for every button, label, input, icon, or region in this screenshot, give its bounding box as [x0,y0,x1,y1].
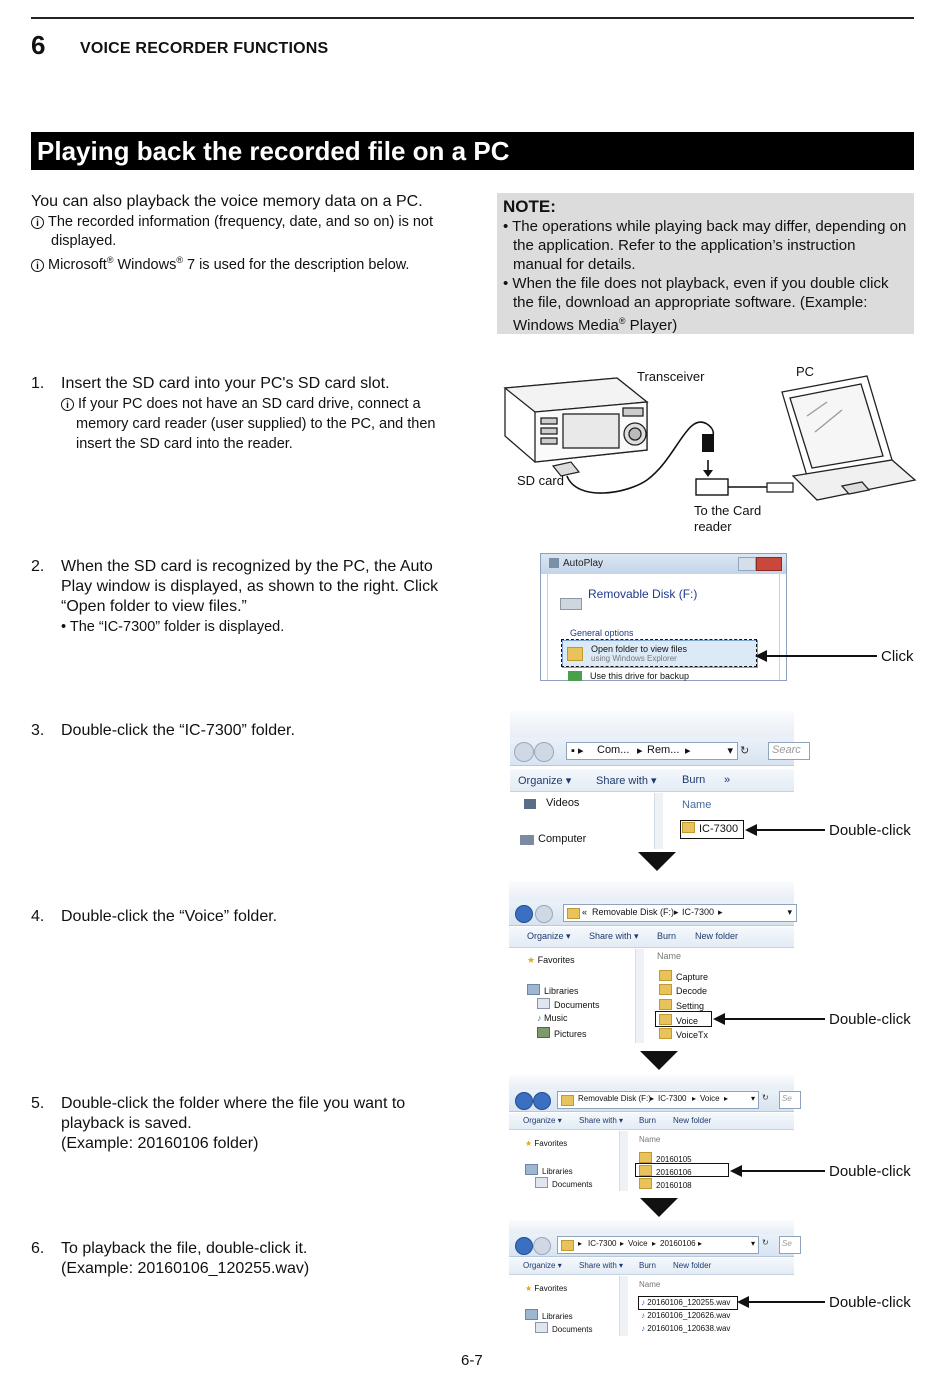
disk-icon [560,598,582,610]
chevron-down-icon[interactable]: ▾ [727,745,733,757]
new-folder-button[interactable]: New folder [673,1116,712,1125]
path-segment[interactable]: IC-7300 [588,1239,617,1248]
note-item-2-pre: • When the file does not playback, even if you double click the file, download an appropriate software. (Example: Windows Media [503,275,889,334]
search-placeholder: Searc [772,744,801,756]
star-icon: ★ [525,1139,533,1148]
registered-mark: ® [176,255,183,265]
organize-label: Organize [527,931,564,941]
section-banner: Playing back the recorded file on a PC [31,132,914,170]
note-item-1: • The operations while playing back may differ, depending on the application. Refer to the application’s instruction manual for details. [503,218,907,273]
step-sub-text: If your PC does not have an SD card drive, connect a memory card reader (user supplied) to the PC, and then insert the SD card into the reader. [76,396,436,452]
organize-label: Organize [523,1116,556,1125]
nav-item[interactable]: Videos [546,797,580,809]
nav-label: Favorites [534,1139,568,1148]
folder-label: 20160108 [656,1181,692,1190]
nav-label: Libraries [542,1167,573,1176]
search-box[interactable] [768,742,810,760]
share-menu[interactable]: Share with ▾ [579,1261,624,1270]
folder-icon [561,1240,574,1251]
library-icon [525,1164,538,1175]
nav-label: Documents [554,1000,600,1010]
search-box[interactable] [779,1091,801,1109]
chevron-down-icon[interactable]: ▾ [750,1239,755,1248]
backup-option[interactable]: Use this drive for backup [590,671,690,681]
step-text: When the SD card is recognized by the PC, the Auto Play window is displayed, as shown to the right. Click “Open folder to view files.” [61,558,439,615]
nav-documents[interactable] [537,998,600,1010]
minimize-button[interactable] [738,557,756,571]
share-label: Share with [579,1261,617,1270]
column-header-name[interactable]: Name [639,1280,661,1289]
star-icon: ★ [525,1284,533,1293]
column-header-name[interactable]: Name [657,951,682,961]
folder-label: Setting [676,1001,705,1011]
nav-scrollbar[interactable] [635,949,644,1043]
nav-scrollbar[interactable] [619,1276,628,1336]
music-icon: ♪ [537,1013,542,1023]
option-sublabel: using Windows Explorer [591,654,677,663]
refresh-icon[interactable]: ↻ [762,1093,769,1102]
back-button[interactable] [515,1237,533,1255]
audio-file-icon: ♪ [641,1324,645,1333]
search-placeholder: Se [782,1239,792,1248]
note-item-2 [503,274,908,335]
step-3 [31,721,451,741]
info-icon: i [61,398,74,411]
explorer-toolbar [509,927,794,948]
new-folder-button[interactable]: New folder [673,1261,712,1270]
callout-line [740,1170,825,1172]
address-bar[interactable] [563,904,797,922]
audio-file-icon: ♪ [641,1298,645,1307]
step-sub: (Example: 20160106_120255.wav) [61,1260,310,1277]
step-sub [61,394,451,454]
nav-label: Favorites [537,955,575,965]
nav-scrollbar[interactable] [619,1131,628,1191]
folder-row[interactable] [659,970,708,982]
registered-mark: ® [106,255,114,265]
share-menu[interactable]: Share with ▾ [579,1116,624,1125]
intro-bullet-1-text: The recorded information (frequency, date, and so on) is not displayed. [48,214,434,249]
burn-button[interactable]: Burn [639,1261,656,1270]
path-sep-icon: ▸ [724,1094,729,1103]
step-text: To playback the file, double-click it. [61,1240,308,1257]
file-wav[interactable] [641,1324,730,1333]
new-folder-button[interactable]: New folder [695,931,739,941]
burn-button[interactable]: Burn [639,1116,656,1125]
library-icon [527,984,540,995]
callout-line [765,655,877,657]
search-placeholder: Se [782,1094,792,1103]
audio-file-icon: ♪ [641,1311,645,1320]
organize-label: Organize [523,1261,556,1270]
intro-bullet-2-post: 7 is used for the description below. [182,256,410,273]
address-bar[interactable] [557,1236,759,1254]
callout-double-click: Double-click [829,1163,911,1180]
path-segment[interactable]: Com... [597,744,630,756]
folder-icon [567,908,580,919]
step-text: Double-click the “IC-7300” folder. [61,722,295,739]
explorer-window-4 [509,1220,794,1336]
path-segment[interactable]: Voice [700,1094,720,1103]
path-segment[interactable]: 20160106 [660,1239,696,1248]
nav-documents[interactable] [535,1322,592,1334]
pictures-icon [537,1027,550,1038]
forward-button[interactable] [533,1092,551,1110]
step-number: 1. [31,375,45,392]
nav-scrollbar[interactable] [654,793,663,849]
label-pc: PC [796,364,815,379]
folder-row[interactable] [659,999,704,1011]
folder-label: Voice [676,1016,699,1026]
organize-label: Organize [518,775,563,787]
path-sep-icon: ▸ [692,1094,697,1103]
folder-label: 20160105 [656,1155,692,1164]
highlight-box [638,1296,738,1310]
path-sep-icon: ▸ [674,907,679,917]
card-reader-drawing [696,479,728,495]
step-number: 4. [31,908,45,925]
folder-row[interactable] [659,984,707,996]
organize-menu[interactable]: Organize ▾ [523,1116,562,1125]
share-label: Share with [579,1116,617,1125]
path-sep-icon: ▸ [718,907,723,917]
usb-plug [767,483,793,492]
forward-button[interactable] [535,905,553,923]
star-icon: ★ [527,955,536,965]
option-focus-rect [561,639,757,667]
highlight-box [635,1163,729,1177]
flow-arrow [638,852,676,871]
intro-block [31,192,451,275]
label-card-reader: To the Card reader [694,503,762,534]
explorer-toolbar [509,1113,794,1130]
folder-row[interactable] [639,1178,692,1190]
backup-icon [568,671,582,681]
autoplay-section-label: General options [570,628,634,638]
autoplay-title: AutoPlay [563,558,604,569]
info-icon: i [31,216,44,229]
nav-label: Libraries [544,986,579,996]
autoplay-disk-name: Removable Disk (F:) [588,587,698,601]
sd-card-icon [702,434,714,452]
nav-label: Documents [552,1325,593,1334]
chapter-number: 6 [31,30,46,60]
nav-label: Pictures [554,1029,587,1039]
folder-row[interactable] [659,1028,708,1040]
file-label: 20160106_120638.wav [647,1324,731,1333]
path-segment[interactable]: Voice [628,1239,648,1248]
share-label: Share with [589,931,632,941]
nav-label: Favorites [534,1284,568,1293]
back-button[interactable] [515,905,533,923]
documents-icon [537,998,550,1009]
callout-double-click: Double-click [829,822,911,839]
chevron-down-icon[interactable]: ▾ [750,1094,755,1103]
nav-label: Music [544,1013,568,1023]
step-text: Insert the SD card into your PC's SD card slot. [61,375,390,392]
nav-music[interactable] [537,1013,568,1023]
path-sep-icon: ▸ [652,1239,657,1248]
back-button[interactable] [514,742,534,762]
path-sep-icon: ▸ [685,745,691,757]
file-label: 20160106_120626.wav [647,1311,731,1320]
step-text: Double-click the folder where the file you want to playback is saved. [61,1095,406,1132]
header-rule [31,17,914,19]
folder-icon [659,984,672,995]
callout-click: Click [881,648,914,665]
back-button[interactable] [515,1092,533,1110]
note-item-2-post: Player) [625,317,678,334]
documents-icon [535,1322,548,1333]
share-menu[interactable]: Share with ▾ [596,775,657,787]
callout-double-click: Double-click [829,1294,911,1311]
step-sub: (Example: 20160106 folder) [61,1135,259,1152]
folder-icon [639,1178,652,1189]
file-wav[interactable] [641,1311,730,1320]
explorer-toolbar [510,769,794,792]
info-icon: i [31,259,44,272]
refresh-icon[interactable]: ↻ [762,1238,769,1247]
path-sep-icon: ▸ [650,1094,655,1103]
option-label: Open folder to view files [591,644,688,654]
step-number: 3. [31,722,45,739]
laptop-drawing [782,376,915,500]
path-sep-icon: ▸ [578,1239,583,1248]
step-text: Double-click the “Voice” folder. [61,908,278,925]
callout-line [723,1018,825,1020]
highlight-box [680,820,744,839]
column-header-name[interactable]: Name [639,1135,661,1144]
burn-button[interactable]: Burn [682,774,706,786]
folder-label: VoiceTx [676,1030,709,1040]
file-label: 20160106_120255.wav [647,1298,731,1307]
intro-bullet-2-pre: Microsoft [48,256,107,273]
label-transceiver: Transceiver [637,369,705,384]
callout-line [755,829,825,831]
nav-libraries[interactable] [525,1309,573,1321]
note-title: NOTE: [503,197,556,216]
videos-icon [524,799,536,809]
autoplay-app-icon [549,558,559,568]
folder-label: Decode [676,986,708,996]
intro-bullet-1 [31,213,451,251]
nav-libraries[interactable] [527,984,579,996]
note-box [497,193,914,334]
organize-menu[interactable]: Organize ▾ [527,931,571,941]
path-segment[interactable]: Removable Disk (F:) [592,907,675,917]
nav-documents[interactable] [535,1177,592,1189]
path-sep-icon: ▸ [637,745,643,757]
path-sep-icon: ▸ [620,1239,625,1248]
path-segment[interactable]: Rem... [647,744,680,756]
address-bar[interactable] [557,1091,759,1109]
share-label: Share with [596,775,648,787]
computer-icon [520,835,534,845]
folder-icon [659,999,672,1010]
folder-icon [639,1152,652,1163]
refresh-icon[interactable]: ↻ [740,745,750,757]
close-button[interactable] [756,557,782,571]
path-sep-icon: ▸ [698,1239,703,1248]
nav-favorites[interactable] [527,955,575,966]
chevron-down-icon[interactable]: ▾ [787,907,792,917]
nav-label: Libraries [542,1312,573,1321]
search-box[interactable] [779,1236,801,1254]
folder-icon [561,1095,574,1106]
nav-libraries[interactable] [525,1164,573,1176]
nav-favorites[interactable] [525,1139,567,1148]
step-number: 2. [31,558,45,575]
chapter-title: VOICE RECORDER FUNCTIONS [80,40,329,57]
autoplay-window [540,553,787,681]
step-6 [31,1239,451,1279]
flow-arrow [640,1051,678,1070]
path-segment[interactable]: Removable Disk (F:) [578,1094,651,1103]
callout-line [747,1301,825,1303]
documents-icon [535,1177,548,1188]
folder-label: 20160106 [656,1168,692,1177]
address-bar[interactable] [566,742,738,760]
registered-mark: ® [618,316,626,326]
path-segment[interactable]: IC-7300 [658,1094,687,1103]
share-menu[interactable]: Share with ▾ [589,931,639,941]
more-button[interactable]: » [724,774,731,786]
nav-label: Documents [552,1180,593,1189]
flow-arrow [640,1198,678,1217]
organize-menu[interactable]: Organize ▾ [523,1261,562,1270]
nav-favorites[interactable] [525,1284,567,1293]
step-sub: • The “IC-7300” folder is displayed. [61,619,285,635]
step-number: 5. [31,1095,45,1112]
step-4 [31,907,451,927]
path-overflow-icon[interactable]: « [582,907,588,917]
forward-button[interactable] [534,742,554,762]
burn-button[interactable]: Burn [657,931,677,941]
forward-button[interactable] [533,1237,551,1255]
transceiver-drawing [505,378,647,462]
autoplay-titlebar [541,554,786,574]
nav-pictures[interactable] [537,1027,587,1039]
step-1 [31,374,451,454]
highlight-box [655,1011,712,1027]
intro-lead: You can also playback the voice memory data on a PC. [31,193,423,210]
organize-menu[interactable]: Organize ▾ [518,775,572,787]
column-header-name[interactable]: Name [682,799,712,811]
folder-label: Capture [676,972,709,982]
folder-label: IC-7300 [699,823,739,835]
intro-bullet-2-mid: Windows [113,256,177,273]
page-number: 6-7 [461,1352,483,1369]
step-number: 6. [31,1240,45,1257]
folder-icon [659,970,672,981]
explorer-window-3 [509,1075,794,1191]
step-2 [31,557,451,637]
label-sd-card: SD card [517,473,564,488]
callout-double-click: Double-click [829,1011,911,1028]
step-5 [31,1094,451,1154]
library-icon [525,1309,538,1320]
nav-item[interactable]: Computer [538,833,587,845]
path-segment[interactable]: IC-7300 [682,907,715,917]
explorer-toolbar [509,1258,794,1275]
folder-icon: ▪ ▸ [571,745,584,757]
intro-bullet-2 [31,251,451,275]
folder-icon [659,1028,672,1039]
